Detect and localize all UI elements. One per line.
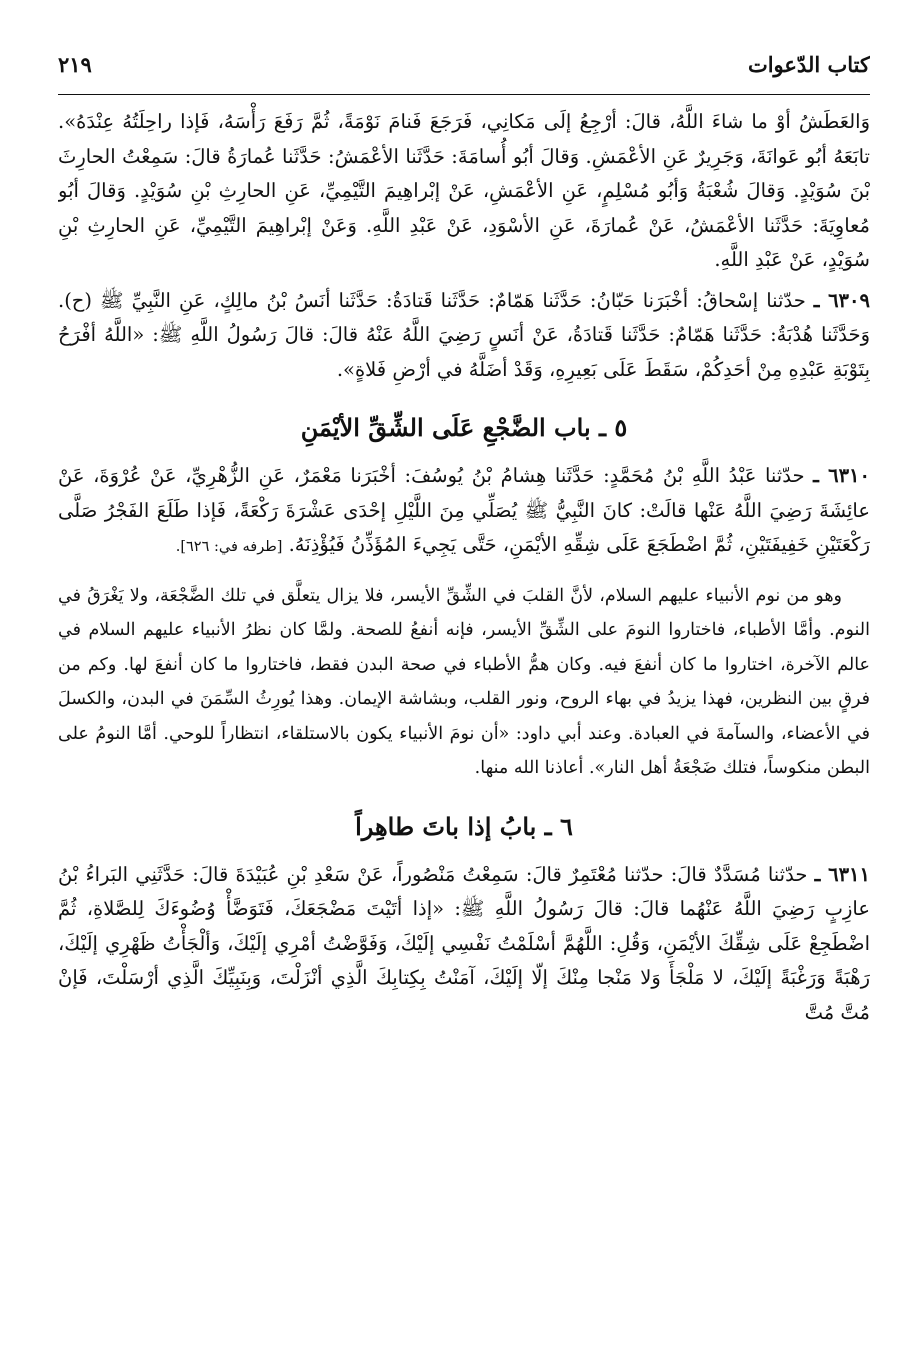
hadith-text: حدّثنا إسْحاقُ: أخْبَرَنا حَبّانُ: حَدَّثَنا هَمّامٌ: حَدَّثَنا قَتادَةُ: حَدَّثَنا أنَسُ بْنُ مالِكٍ، عَنِ النَّبِيِّ ﷺ (ح). وَحَدَّثَنا هُدْبَةُ: حَدَّثَنا هَمّامٌ: حَدَّثَنا قَتادَةُ، عَنْ أنَسٍ رَضِيَ اللَّهُ عَنْهُ قالَ: قالَ رَسُولُ اللَّهِ ﷺ: «اللَّهُ أفْرَحُ بِتَوْبَةِ عَبْدِهِ مِنْ أحَدِكُمْ، سَقَطَ عَلَى بَعِيرِهِ، وَقَدْ أضَلَّهُ في أرْضِ فَلاةٍ».	[58, 288, 870, 381]
hadith-6309	[58, 284, 870, 388]
cross-reference: [طرفه في: ٦٢٦].	[175, 539, 283, 555]
hadith-continuation: وَالعَطَشُ أوْ ما شاءَ اللَّهُ، قالَ: أرْجِعُ إلَى مَكانِي، فَرَجَعَ فَنامَ نَوْمَةً، ثُمَّ رَفَعَ رَأْسَهُ، فَإذا راحِلَتُهُ عِنْدَهُ». تابَعَهُ أبُو عَوانَةَ، وَجَرِيرٌ عَنِ الأعْمَشِ. وَقالَ أبُو أُسامَةَ: حَدَّثَنا الأعْمَشُ: حَدَّثَنا عُمارَةُ قالَ: سَمِعْتُ الحارِثَ بْنَ سُوَيْدٍ. وَقالَ شُعْبَةُ وَأبُو مُسْلِمٍ، عَنِ الأعْمَشِ، عَنْ إبْراهِيمَ التَّيْمِيِّ، عَنِ الحارِثِ بْنِ سُوَيْدٍ. وَقالَ أبُو مُعاوِيَةَ: حَدَّثَنا الأعْمَشُ، عَنْ عُمارَةَ، عَنِ الأسْوَدِ، عَنْ عَبْدِ اللَّهِ. وَعَنْ إبْراهِيمَ التَّيْمِيِّ، عَنِ الحارِثِ بْنِ سُوَيْدٍ، عَنْ عَبْدِ اللَّهِ.	[58, 110, 870, 271]
book-page	[58, 52, 870, 1342]
book-title: كتاب الدّعوات	[747, 52, 870, 77]
chapter-heading: ٥ ـ باب الضَّجْعِ عَلَى الشِّقِّ الأيْمَنِ	[300, 413, 628, 442]
header-rule	[58, 94, 870, 95]
page-number: ٢١٩	[58, 52, 92, 77]
hadith-text: حدّثنا عَبْدُ اللَّهِ بْنُ مُحَمَّدٍ: حَدَّثَنا هِشامُ بْنُ يُوسُفَ: أخْبَرَنا مَعْمَرٌ، عَنِ الزُّهْرِيِّ، عَنْ عُرْوَةَ، عَنْ عائِشَةَ رَضِيَ اللَّهُ عَنْها قالَتْ: كانَ النَّبِيُّ ﷺ يُصَلِّي مِنَ اللَّيْلِ إحْدَى عَشْرَةَ رَكْعَةً، فَإذا طَلَعَ الفَجْرُ صَلَّى رَكْعَتَيْنِ خَفِيفَتَيْنِ، ثُمَّ اضْطَجَعَ عَلَى شِقِّهِ الأيْمَنِ، حَتَّى يَجِيءَ المُؤَذِّنُ فَيُؤْذِنَهُ.	[58, 464, 870, 556]
hadith-number: ٦٣٠٩ ـ	[813, 288, 870, 312]
hadith-6310	[58, 459, 870, 565]
chapter-heading: ٦ ـ بابُ إذا باتَ طاهِراً	[355, 811, 573, 841]
hadith-number: ٦٣١٠ ـ	[813, 464, 870, 487]
hadith-text: حدّثنا مُسَدَّدٌ قالَ: حدّثنا مُعْتَمِرٌ قالَ: سَمِعْتُ مَنْصُوراً، عَنْ سَعْدِ بْنِ عُبَيْدَةَ قالَ: حَدَّثَنِي البَراءُ بْنُ عازِبٍ رَضِيَ اللَّهُ عَنْهُما قالَ: قالَ رَسُولُ اللَّهِ ﷺ: «إذا أتَيْتَ مَضْجَعَكَ، فَتَوَضَّأْ وُضُوءَكَ لِلصَّلاةِ، ثُمَّ اضْطَجِعْ عَلَى شِقِّكَ الأيْمَنِ، وَقُلِ: اللَّهُمَّ أسْلَمْتُ نَفْسِي إلَيْكَ، وَفَوَّضْتُ أمْرِي إلَيْكَ، وَألْجَأْتُ ظَهْرِي إلَيْكَ، رَهْبَةً وَرَغْبَةً إلَيْكَ، لا مَلْجَأَ وَلا مَنْجا مِنْكَ إلّا إلَيْكَ، آمَنْتُ بِكِتابِكَ الَّذِي أنْزَلْتَ، وَبِنَبِيِّكَ الَّذِي أرْسَلْتَ، فَإنْ مُتَّ مُتَّ	[58, 862, 870, 1024]
running-header	[58, 52, 870, 88]
commentary: وهو من نوم الأنبياء عليهم السلام، لأنَّ القلبَ في الشِّقِّ الأيسر، فلا يزال يتعلَّق في تلك الضَّجْعَة، ولا يَغْرَقُ في النوم. وأمَّا الأطباء، فاختاروا النومَ على الشِّقِّ الأيسر، فإنه أنفعُ للصحة. ولمَّا كان نظرُ الأنبياء عليهم السلام في عالم الآخرة، اختاروا ما كان أنفعَ فيه. وكان همُّ الأطباء في صحة البدن فقط، فاختاروا ما كان أنفعَ لها. وكم من فرقٍ بين النظرين، فهذا يزيدُ في بهاء الروح، ونور القلب، وبشاشة الإيمان. وهذا يُورِثُ السِّمَنَ في البدن، والكسلَ في الأعضاء، والسآمةَ في العبادة. وعند أبي داود: «أن نومَ الأنبياء يكون بالاستلقاء، انتظاراً للوحي. أمَّا النومُ على البطن منكوساً، فتلك ضَجْعَةُ أهل النار». أعاذنا الله منها.	[58, 585, 870, 778]
hadith-6311	[58, 858, 870, 1031]
hadith-number: ٦٣١١ ـ	[814, 862, 870, 886]
